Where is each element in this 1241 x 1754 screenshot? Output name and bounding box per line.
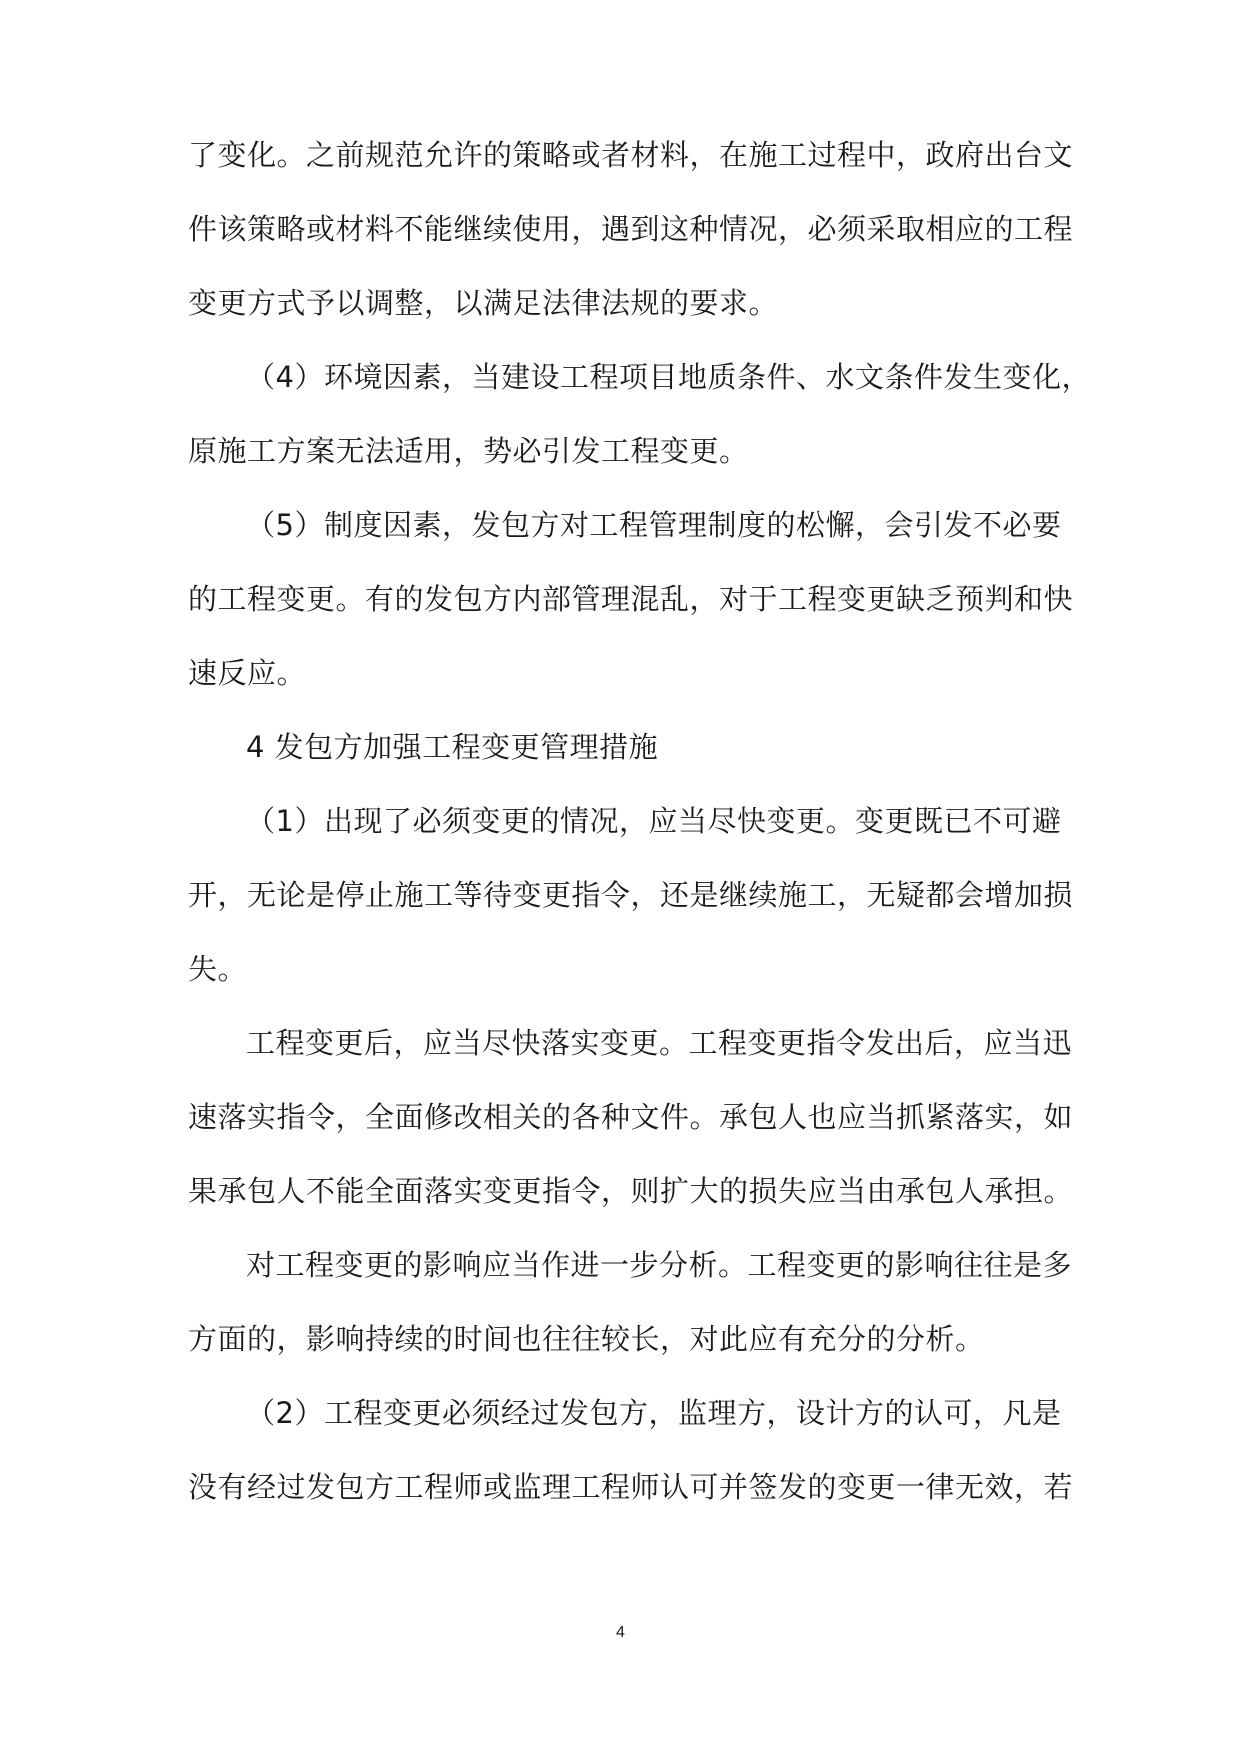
text-line: 方面的，影响持续的时间也往往较长，对此应有充分的分析。	[188, 1322, 985, 1356]
section-heading: 4 发包方加强工程变更管理措施	[246, 730, 659, 764]
text-line: 速落实指令，全面修改相关的各种文件。承包人也应当抓紧落实，如	[188, 1100, 1074, 1134]
text-line: 没有经过发包方工程师或监理工程师认可并签发的变更一律无效，若	[188, 1470, 1074, 1504]
text-line: 工程变更后，应当尽快落实变更。工程变更指令发出后，应当迅	[246, 1026, 1073, 1060]
text-line: 失。	[188, 952, 248, 986]
text-line: （2）工程变更必须经过发包方，监理方，设计方的认可，凡是	[246, 1396, 1062, 1430]
text-line: （5）制度因素，发包方对工程管理制度的松懈，会引发不必要	[246, 508, 1062, 542]
text-line: 开，无论是停止施工等待变更指令，还是继续施工，无疑都会增加损	[188, 878, 1074, 912]
page-number: 4	[616, 1624, 625, 1641]
text-line: 的工程变更。有的发包方内部管理混乱，对于工程变更缺乏预判和快	[188, 582, 1074, 616]
text-line: 速反应。	[188, 656, 307, 690]
text-line: 果承包人不能全面落实变更指令，则扩大的损失应当由承包人承担。	[188, 1174, 1074, 1208]
text-line: 变更方式予以调整，以满足法律法规的要求。	[188, 286, 779, 320]
text-line: （1）出现了必须变更的情况，应当尽快变更。变更既已不可避	[246, 804, 1062, 838]
text-line: 原施工方案无法适用，势必引发工程变更。	[188, 434, 749, 468]
text-line: 对工程变更的影响应当作进一步分析。工程变更的影响往往是多	[246, 1248, 1073, 1282]
text-line: 了变化。之前规范允许的策略或者材料，在施工过程中，政府出台文	[188, 138, 1074, 172]
text-line: （4）环境因素，当建设工程项目地质条件、水文条件发生变化，	[246, 360, 1091, 394]
text-line: 件该策略或材料不能继续使用，遇到这种情况，必须采取相应的工程	[188, 212, 1074, 246]
